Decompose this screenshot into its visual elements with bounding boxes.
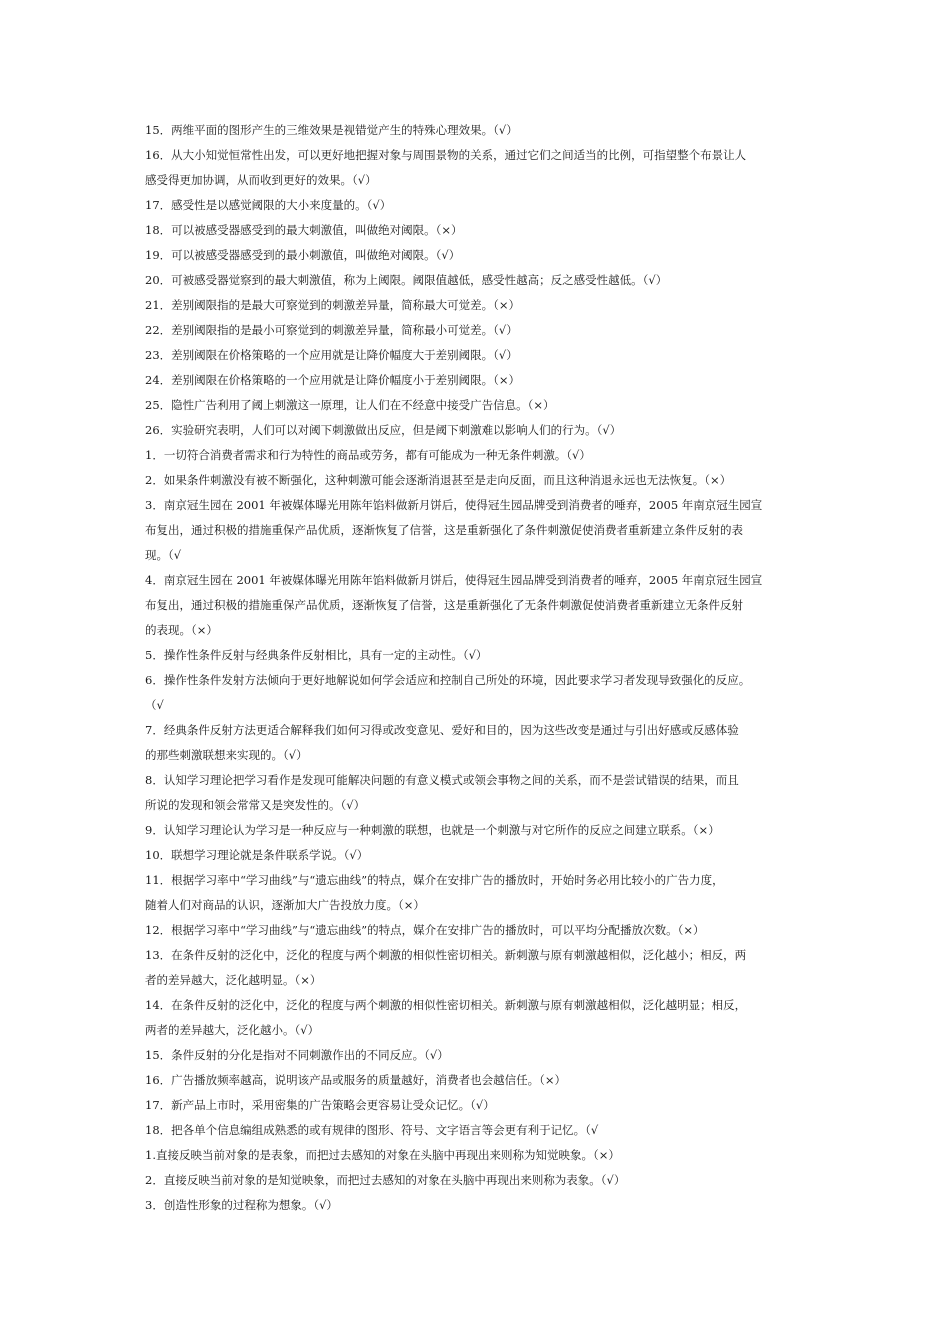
text-line: 的表现。（×） (145, 623, 218, 637)
text-line: 16．广告播放频率越高，说明该产品或服务的质量越好，消费者也会越信任。（×） (145, 1073, 567, 1087)
text-line: 3．创造性形象的过程称为想象。（√） (145, 1198, 338, 1212)
text-line: 7．经典条件反射方法更适合解释我们如何习得或改变意见、爱好和目的，因为这些改变是通过与引出好感或反感体验 (145, 723, 739, 737)
text-line: 14．在条件反射的泛化中，泛化的程度与两个刺激的相似性密切相关。新刺激与原有刺激越相似，泛化越明显；相反， (145, 998, 747, 1012)
text-line: 18．把各单个信息编组成熟悉的或有规律的图形、符号、文字语言等会更有利于记忆。（√ (145, 1123, 599, 1137)
text-line: 感受得更加协调，从而收到更好的效果。（√） (145, 173, 377, 187)
text-line: 16．从大小知觉恒常性出发，可以更好地把握对象与周围景物的关系，通过它们之间适当的比例，可指望整个布景让人 (145, 148, 747, 162)
text-line: 24．差别阈限在价格策略的一个应用就是让降价幅度小于差别阈限。（×） (145, 373, 521, 387)
text-line: 布复出，通过积极的措施重保产品优质，逐渐恢复了信誉，这是重新强化了无条件刺激促使消费者重新建立无条件反射 (145, 598, 743, 612)
text-line: 两者的差异越大，泛化越小。（√） (145, 1023, 320, 1037)
text-line: 17．感受性是以感觉阈限的大小来度量的。（√） (145, 198, 392, 212)
text-line: 2．直接反映当前对象的是知觉映象，而把过去感知的对象在头脑中再现出来则称为表象。（√） (145, 1173, 626, 1187)
text-line: 的那些刺激联想来实现的。（√） (145, 748, 308, 762)
text-line: 12．根据学习率中“学习曲线”与“遗忘曲线”的特点，媒介在安排广告的播放时，可以平均分配播放次数。（×） (145, 923, 705, 937)
text-line: （√ (145, 698, 164, 712)
text-line: 1．一切符合消费者需求和行为特性的商品或劳务，都有可能成为一种无条件刺激。（√） (145, 448, 591, 462)
text-line: 10．联想学习理论就是条件联系学说。（√） (145, 848, 369, 862)
text-line: 13．在条件反射的泛化中，泛化的程度与两个刺激的相似性密切相关。新刺激与原有刺激越相似，泛化越小；相反，两 (145, 948, 747, 962)
text-line: 者的差异越大，泛化越明显。（×） (145, 973, 322, 987)
text-line: 21．差别阈限指的是最大可察觉到的刺激差异量，简称最大可觉差。（×） (145, 298, 521, 312)
document-body (145, 118, 813, 1218)
text-line: 15．两维平面的图形产生的三维效果是视错觉产生的特殊心理效果。（√） (145, 123, 518, 137)
text-line: 18．可以被感受器感受到的最大刺激值，叫做绝对阈限。（×） (145, 223, 463, 237)
text-line: 6．操作性条件发射方法倾向于更好地解说如何学会适应和控制自己所处的环境，因此要求学习者发现导致强化的反应。 (145, 673, 751, 687)
text-line: 22．差别阈限指的是最小可察觉到的刺激差异量，简称最小可觉差。（√） (145, 323, 518, 337)
text-line: 26．实验研究表明，人们可以对阈下刺激做出反应，但是阈下刺激难以影响人们的行为。（√） (145, 423, 622, 437)
text-line: 2．如果条件刺激没有被不断强化，这种刺激可能会逐渐消退甚至是走向反面，而且这种消退永远也无法恢复。（×） (145, 473, 732, 487)
text-line: 19．可以被感受器感受到的最小刺激值，叫做绝对阈限。（√） (145, 248, 461, 262)
text-line: 20．可被感受器觉察到的最大刺激值，称为上阈限。阈限值越低，感受性越高；反之感受性越低。（√） (145, 273, 668, 287)
text-line: 15．条件反射的分化是指对不同刺激作出的不同反应。（√） (145, 1048, 449, 1062)
text-line: 8．认知学习理论把学习看作是发现可能解决问题的有意义模式或领会事物之间的关系，而不是尝试错误的结果，而且 (145, 773, 739, 787)
text-line: 现。（√ (145, 548, 182, 562)
text-line: 4．南京冠生园在 2001 年被媒体曝光用陈年馅料做新月饼后，使得冠生园品牌受到消费者的唾弃，2005 年南京冠生园宣 (145, 573, 763, 587)
text-line: 所说的发现和领会常常又是突发性的。（√） (145, 798, 366, 812)
text-line: 随着人们对商品的认识，逐渐加大广告投放力度。（×） (145, 898, 425, 912)
text-line: 23．差别阈限在价格策略的一个应用就是让降价幅度大于差别阈限。（√） (145, 348, 518, 362)
text-line: 1.直接反映当前对象的是表象，而把过去感知的对象在头脑中再现出来则称为知觉映象。（×） (145, 1148, 620, 1162)
text-line: 25．隐性广告利用了阈上刺激这一原理，让人们在不经意中接受广告信息。（×） (145, 398, 555, 412)
text-line: 布复出，通过积极的措施重保产品优质，逐渐恢复了信誉，这是重新强化了条件刺激促使消费者重新建立条件反射的表 (145, 523, 743, 537)
text-line: 9．认知学习理论认为学习是一种反应与一种刺激的联想，也就是一个刺激与对它所作的反应之间建立联系。（×） (145, 823, 720, 837)
text-line: 17．新产品上市时，采用密集的广告策略会更容易让受众记忆。（√） (145, 1098, 495, 1112)
text-line: 11．根据学习率中“学习曲线”与“遗忘曲线”的特点，媒介在安排广告的播放时，开始时务必用比较小的广告力度， (145, 873, 724, 887)
text-line: 5．操作性条件反射与经典条件反射相比，具有一定的主动性。（√） (145, 648, 488, 662)
text-line: 3．南京冠生园在 2001 年被媒体曝光用陈年馅料做新月饼后，使得冠生园品牌受到消费者的唾弃，2005 年南京冠生园宣 (145, 498, 763, 512)
